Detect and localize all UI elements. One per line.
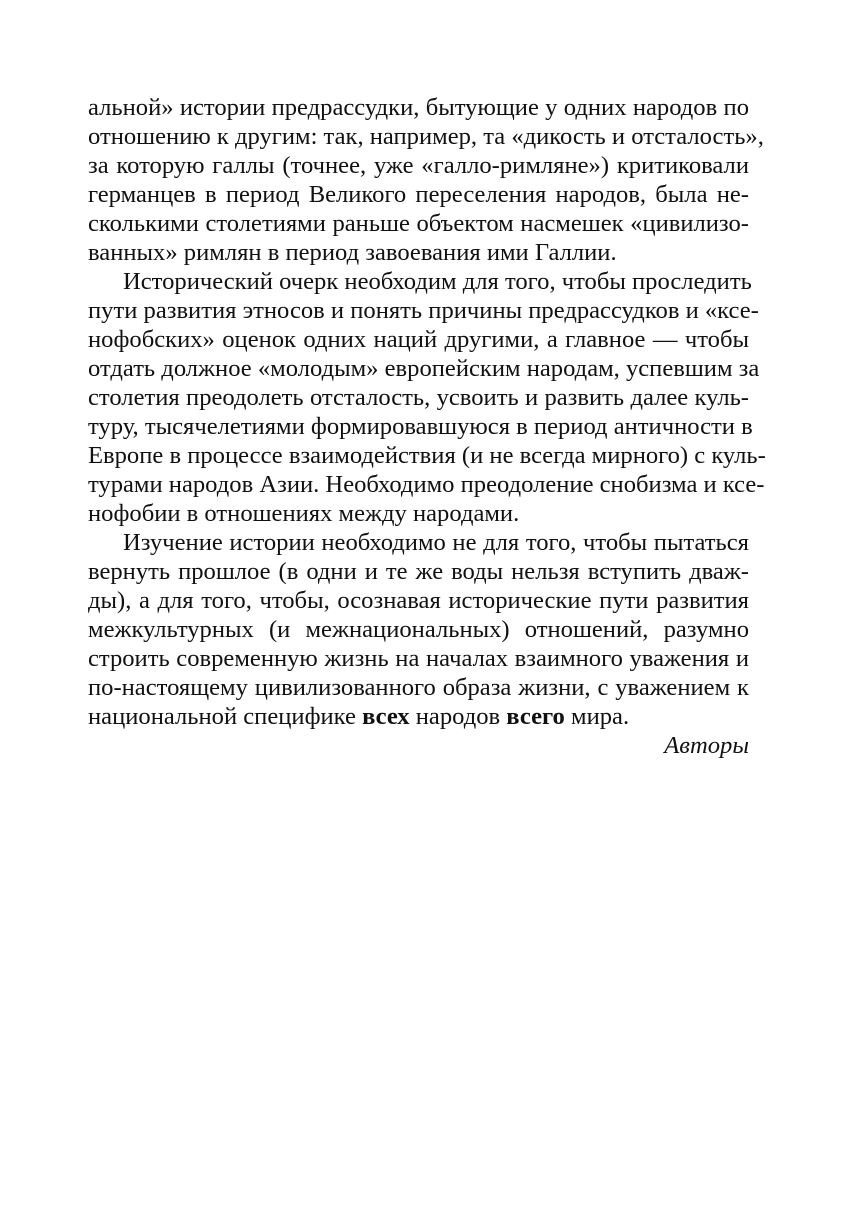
final-line-text-after: мира. [564,703,630,730]
bold-word-vseh: всех [362,703,410,730]
text-line: вернуть прошлое (в одни и те же воды нельзя вступить дваж- [88,558,749,585]
text-line: германцев в период Великого переселения народов, была не- [88,181,749,208]
text-line: Европе в процессе взаимодействия (и не всегда мирного) с куль- [88,442,766,469]
text-line: межкультурных (и межнациональных) отношений, разумно [88,616,749,643]
final-line-text-before: национальной специфике [88,703,363,730]
text-line: за которую галлы (точнее, уже «галло-римляне») критиковали [88,152,749,179]
text-line: ды), а для того, чтобы, осознавая исторические пути развития [88,587,749,614]
text-line: сколькими столетиями раньше объектом насмешек «цивилизо- [88,210,749,237]
text-line: отдать должное «молодым» европейским народам, успевшим за [88,355,760,382]
document-page [88,93,766,760]
paragraph-2 [88,267,766,528]
text-line: турами народов Азии. Необходимо преодоление снобизма и ксе- [88,471,765,498]
text-line: Исторический очерк необходим для того, чтобы проследить [123,268,752,295]
authors-signature: Авторы [664,732,749,759]
paragraph-3 [88,528,749,702]
text-line: Изучение истории необходимо не для того, чтобы пытаться [123,529,749,556]
text-line: нофобских» оценок одних наций другими, а главное — чтобы [88,326,749,353]
text-line: по-настоящему цивилизованного образа жизни, с уважением к [88,674,749,701]
paragraph-1 [88,93,764,267]
text-line: столетия преодолеть отсталость, усвоить и развить далее куль- [88,384,749,411]
paragraph-3-final-line [88,702,749,731]
text-line: строить современную жизнь на началах взаимного уважения и [88,645,749,672]
text-line: туру, тысячелетиями формировавшуюся в период античности в [88,413,753,440]
text-line: пути развития этносов и понять причины предрассудков и «ксе- [88,297,759,324]
final-line-text-middle: народов [409,703,507,730]
text-line: нофобии в отношениях между народами. [88,500,520,527]
text-line: ванных» римлян в период завоевания ими Галлии. [88,239,617,266]
text-line: отношению к другим: так, например, та «дикость и отсталость», [88,123,764,150]
text-line: альной» истории предрассудки, бытующие у одних народов по [88,94,749,121]
bold-word-vsego: всего [506,703,565,730]
